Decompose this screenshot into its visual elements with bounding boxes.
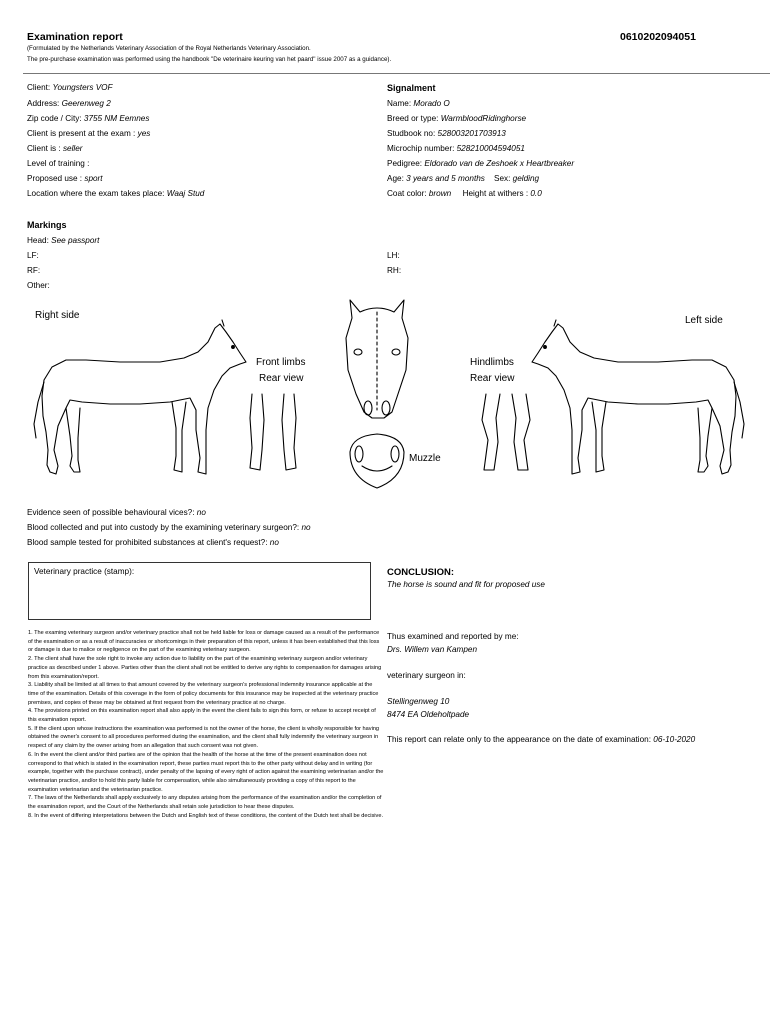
markings-rh: RH: xyxy=(387,266,402,275)
breed-row: Breed or type: WarmbloodRidinghorse xyxy=(387,114,527,123)
front-limbs-rear-view xyxy=(250,394,296,470)
blood-collected-row: Blood collected and put into custody by the examining veterinary surgeon?: no xyxy=(27,523,311,532)
terms-item: 1. The examing veterinary surgeon and/or veterinary practice shall not be held liable for loss or damage caused as a result of the performance of the examination or as a result of inaccuracies or shortcomings in their preparation of this report, unless it has been established that this loss or damage is due to malice or negligence on the part of the examining veterinary surgeon. xyxy=(28,630,380,654)
horse-markings-diagram xyxy=(0,290,770,505)
conclusion-heading: CONCLUSION: xyxy=(387,567,455,578)
header-divider xyxy=(23,73,770,74)
conclusion-text: The horse is sound and fit for proposed use xyxy=(387,580,545,589)
blood-tested-row: Blood sample tested for prohibited substances at client's request?: no xyxy=(27,538,279,547)
markings-rf: RF: xyxy=(27,266,41,275)
horse-head-front-view xyxy=(346,300,408,418)
surgeon-in-label: veterinary surgeon in: xyxy=(387,671,466,680)
terms-item: 5. If the client upon whose instructions the examination was performed is not the owner of the horse, the client is wholly responsible for having obtained the owner's consent to all procedures performed during the examination, and the client shall fully indemnify the veterinary surgeon in respect of any claim by the owner arising from an allegation that such consent was not given. xyxy=(28,725,380,750)
muzzle-label: Muzzle xyxy=(409,453,441,464)
veterinary-practice-stamp-box xyxy=(28,562,371,620)
coat-height-row: Coat color: brown Height at withers : 0.0 xyxy=(387,189,542,198)
horse-muzzle-view xyxy=(350,434,404,488)
markings-head-row: Head: See passport xyxy=(27,236,100,245)
document-number: 0610202094051 xyxy=(620,31,696,43)
terms-item: 7. The laws of the Netherlands shall apply exclusively to any disputes arising from the performance of the examination and/or the completion of the examination report, and the Court of the Netherlands shall retain sole jurisdiction to hear these disputes. xyxy=(28,795,382,811)
report-subtitle-line-1: (Formulated by the Netherlands Veterinary Association of the Royal Netherlands Veterinary Association. xyxy=(27,45,311,52)
markings-lh: LH: xyxy=(387,251,400,260)
markings-other: Other: xyxy=(27,281,50,290)
hindlimbs-label: Hindlimbs xyxy=(470,357,514,368)
terms-item: 4. The provisions printed on this examination report shall also apply in the event the client fails to sign this form, or refuse to accept receipt of this examination report. xyxy=(28,708,376,724)
proposed-use-row: Proposed use : sport xyxy=(27,174,103,183)
right-side-label: Right side xyxy=(35,310,80,321)
age-sex-row: Age: 3 years and 5 months Sex: gelding xyxy=(387,174,540,183)
terms-item: 3. Liability shall be limited at all times to that amount covered by the veterinary surgeon's professional indemnity insurance applicable at the time of the examination. Details of this coverage in the form of policy documents for this insurance may be inspected at the veterinary practice premises, and copies of these may be obtained at first request from the veterinary practice at no charge. xyxy=(28,682,379,706)
terms-item: 2. The client shall have the sole right to invoke any action due to liability on the part of the examining veterinary surgeon and/or veterinary practice as described under 1 above. Parties other than the client shall not be entitled to derive any rights to compensation for damages arising from this examination/report. xyxy=(28,656,382,680)
hindlimbs-rear-view xyxy=(482,394,530,470)
terms-item: 8. In the event of differing interpretations between the Dutch and English text of these conditions, the content of the Dutch text shall be decisive. xyxy=(28,812,384,819)
report-subtitle-line-2: The pre-purchase examination was performed using the handbook "De veterinaire keuring van het paard" issue 2007 as a guidance). xyxy=(27,56,392,63)
training-row: Level of training : xyxy=(27,159,90,168)
terms-and-conditions xyxy=(28,629,384,820)
horse-right-side-outline xyxy=(34,320,246,474)
report-title: Examination report xyxy=(27,31,123,43)
examination-date-row: This report can relate only to the appearance on the date of examination: 06-10-2020 xyxy=(387,735,696,744)
examined-by-label: Thus examined and reported by me: xyxy=(387,632,519,641)
markings-heading: Markings xyxy=(27,220,67,230)
markings-lf: LF: xyxy=(27,251,39,260)
horse-left-side-outline xyxy=(532,320,744,474)
client-row: Client: Youngsters VOF xyxy=(27,83,113,92)
behavioural-vices-row: Evidence seen of possible behavioural vices?: no xyxy=(27,508,206,517)
signalment-heading: Signalment xyxy=(387,83,436,93)
address-row: Address: Geerenweg 2 xyxy=(27,99,111,108)
studbook-row: Studbook no: 528003201703913 xyxy=(387,129,506,138)
stamp-label: Veterinary practice (stamp): xyxy=(34,567,135,576)
pedigree-row: Pedigree: Eldorado van de Zeshoek x Heartbreaker xyxy=(387,159,575,168)
left-side-label: Left side xyxy=(685,315,723,326)
zip-row: Zip code / City: 3755 NM Eemnes xyxy=(27,114,150,123)
terms-item: 6. In the event the client and/or third parties are of the opinion that the health of the horse at the time of the present examination does not correspond to that which is stated in the examination report, these parties must report this to the other party without delay and in writing (for example, together with the purchase contract), under penalty of the lapsing of every right of action against the examining veterinarian and/or the veterinarian practice, and/or to hold this party liable for compensation, while also simultaneously providing a copy of this report to the examination veterinarian and the veterinarian practice. xyxy=(28,751,384,793)
client-present-row: Client is present at the exam : yes xyxy=(27,129,151,138)
microchip-row: Microchip number: 528210004594051 xyxy=(387,144,525,153)
name-row: Name: Morado O xyxy=(387,99,450,108)
location-row: Location where the exam takes place: Waaj Stud xyxy=(27,189,205,198)
front-limbs-label: Front limbs xyxy=(256,357,306,368)
vet-name: Drs. Willem van Kampen xyxy=(387,645,478,654)
hindlimbs-rear-view-label: Rear view xyxy=(470,373,515,384)
practice-address-line-2: 8474 EA Oldeholtpade xyxy=(387,710,470,719)
client-is-row: Client is : seller xyxy=(27,144,83,153)
front-limbs-rear-view-label: Rear view xyxy=(259,373,304,384)
practice-address-line-1: Stellingenweg 10 xyxy=(387,697,450,706)
